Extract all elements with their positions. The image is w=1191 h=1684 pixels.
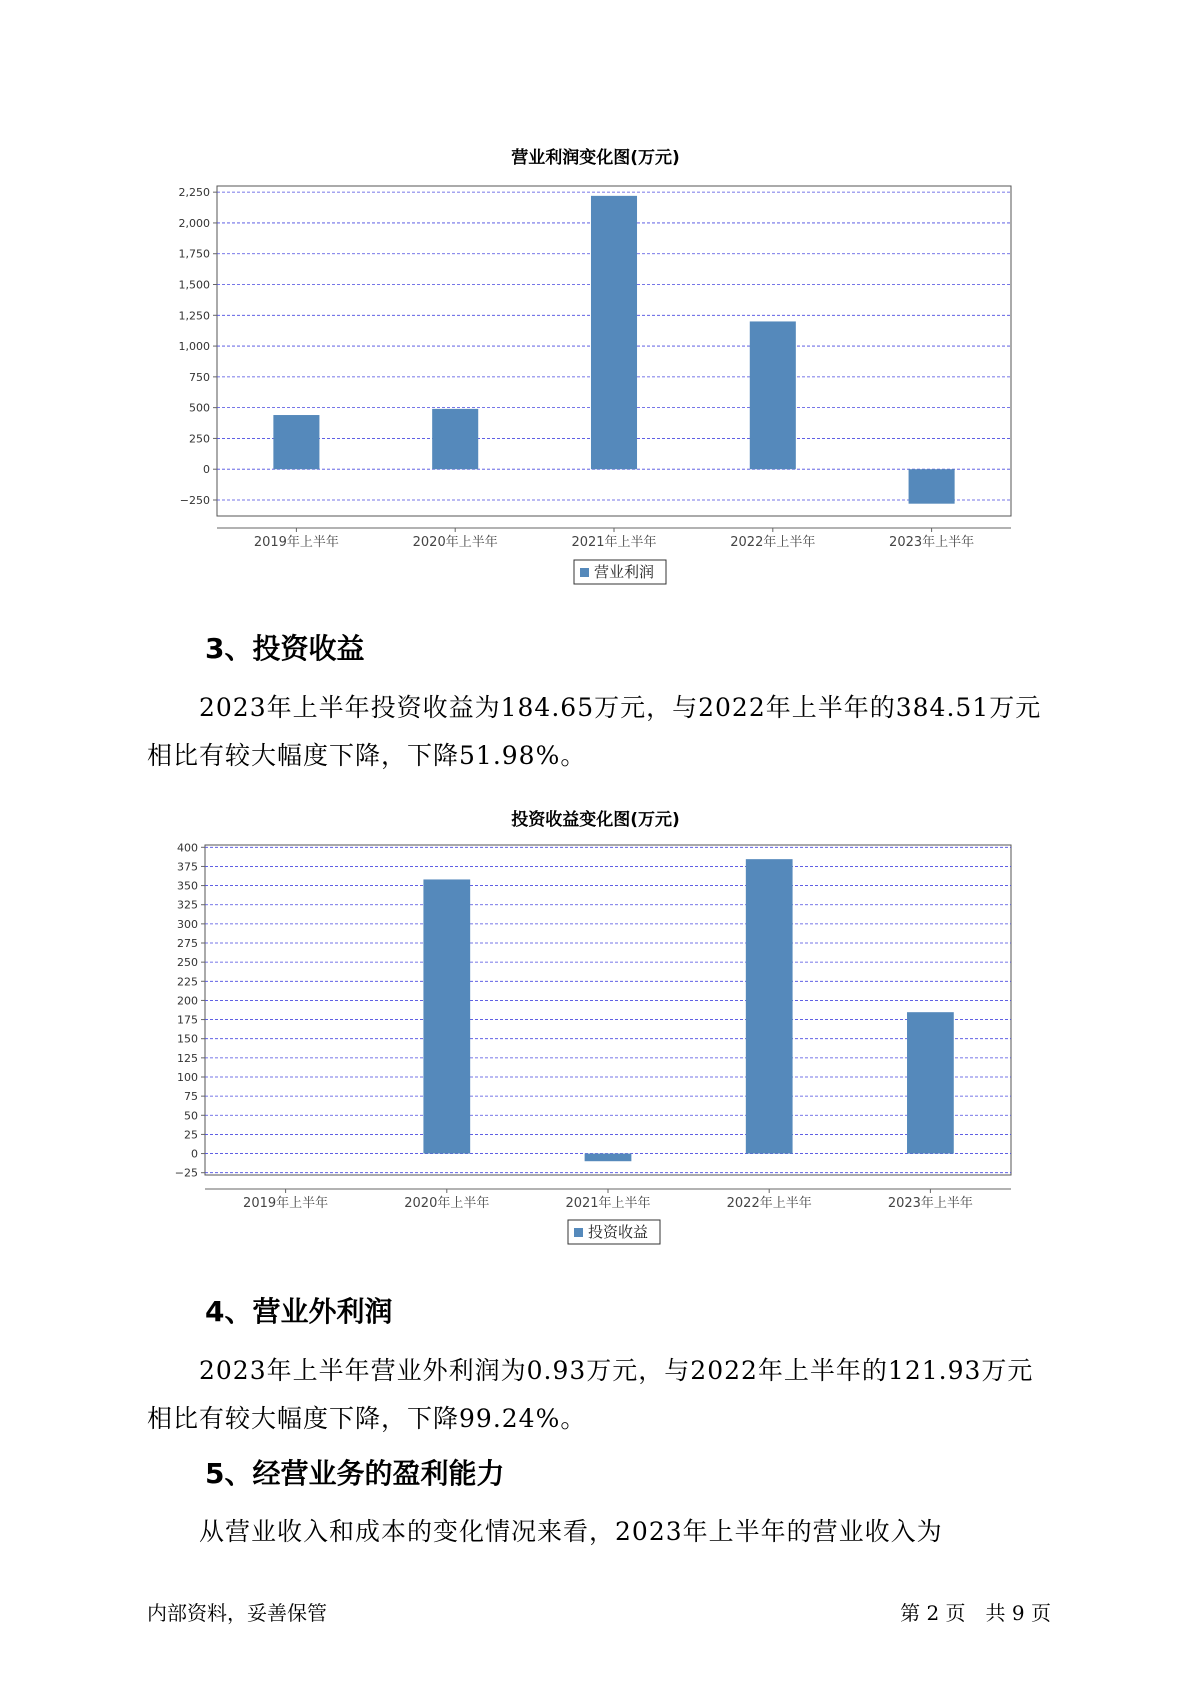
section-5-heading: 5、经营业务的盈利能力	[205, 1457, 505, 1490]
bar-投资收益	[585, 1154, 632, 1162]
y-tick-label: 275	[177, 937, 198, 951]
section-3-paragraph	[147, 684, 1047, 780]
section-4-line-1: 2023年上半年营业外利润为0.93万元，与2022年上半年的121.93万元	[199, 1356, 1034, 1385]
legend-label: 投资收益	[588, 1223, 649, 1241]
y-tick-label: 0	[203, 463, 210, 477]
y-tick-label: 350	[177, 879, 198, 893]
y-tick-label: 250	[177, 956, 198, 970]
section-5-paragraph	[147, 1508, 1047, 1556]
y-tick-label: 750	[189, 370, 210, 384]
y-tick-label: 375	[177, 860, 198, 874]
y-tick-label: 2,250	[178, 186, 210, 200]
y-tick-label: 250	[189, 432, 210, 446]
x-tick-label: 2019年上半年	[243, 1196, 329, 1211]
y-tick-label: 1,000	[178, 340, 210, 354]
section-5-line-1: 从营业收入和成本的变化情况来看，2023年上半年的营业收入为	[199, 1517, 943, 1546]
footer-confidential: 内部资料，妥善保管	[147, 1601, 327, 1625]
y-tick-label: 150	[177, 1032, 198, 1046]
y-tick-label: 400	[177, 841, 198, 855]
y-tick-label: 0	[191, 1147, 198, 1161]
footer-page-number: 第 2 页 共 9 页	[900, 1601, 1051, 1625]
y-tick-label: 2,000	[178, 216, 210, 230]
bar-营业利润	[432, 409, 478, 469]
bar-投资收益	[423, 879, 470, 1153]
y-tick-label: 325	[177, 898, 198, 912]
y-tick-label: 125	[177, 1051, 198, 1065]
x-tick-label: 2019年上半年	[253, 535, 339, 550]
section-3-line-2: 相比有较大幅度下降，下降51.98%。	[147, 741, 587, 770]
y-tick-label: 500	[189, 401, 210, 415]
legend-label: 营业利润	[594, 563, 655, 581]
section-4-paragraph	[147, 1347, 1047, 1443]
section-4-heading: 4、营业外利润	[205, 1295, 393, 1328]
y-tick-label: −250	[179, 493, 210, 507]
y-tick-label: 100	[177, 1070, 198, 1084]
x-tick-label: 2022年上半年	[726, 1196, 812, 1211]
y-tick-label: 300	[177, 917, 198, 931]
bar-营业利润	[909, 469, 955, 503]
section-3-heading: 3、投资收益	[205, 632, 365, 665]
section-3-line-1: 2023年上半年投资收益为184.65万元，与2022年上半年的384.51万元	[199, 693, 1042, 722]
section-4-line-2: 相比有较大幅度下降，下降99.24%。	[147, 1404, 587, 1433]
y-tick-label: 75	[184, 1090, 198, 1104]
legend-swatch	[574, 1228, 583, 1237]
x-tick-label: 2023年上半年	[889, 535, 975, 550]
y-tick-label: 175	[177, 1013, 198, 1027]
x-tick-label: 2022年上半年	[730, 535, 816, 550]
y-tick-label: 25	[184, 1128, 198, 1142]
y-tick-label: 1,750	[178, 247, 210, 261]
bar-营业利润	[750, 321, 796, 469]
bar-营业利润	[273, 415, 319, 469]
x-tick-label: 2021年上半年	[565, 1196, 651, 1211]
y-tick-label: 50	[184, 1109, 198, 1123]
y-tick-label: 200	[177, 994, 198, 1008]
plot-area	[205, 845, 1011, 1175]
chart1-title: 营业利润变化图(万元)	[511, 148, 680, 168]
investment-income-chart	[0, 830, 1191, 1250]
y-tick-label: −25	[174, 1166, 198, 1180]
x-tick-label: 2021年上半年	[571, 535, 657, 550]
bar-投资收益	[907, 1012, 954, 1153]
y-tick-label: 1,500	[178, 278, 210, 292]
operating-profit-chart	[0, 160, 1191, 600]
bar-营业利润	[591, 196, 637, 469]
x-tick-label: 2020年上半年	[412, 535, 498, 550]
chart2-title: 投资收益变化图(万元)	[511, 810, 680, 830]
bar-投资收益	[746, 859, 793, 1153]
x-tick-label: 2023年上半年	[887, 1196, 973, 1211]
x-tick-label: 2020年上半年	[404, 1196, 490, 1211]
y-tick-label: 1,250	[178, 309, 210, 323]
legend-swatch	[580, 568, 589, 577]
y-tick-label: 225	[177, 975, 198, 989]
